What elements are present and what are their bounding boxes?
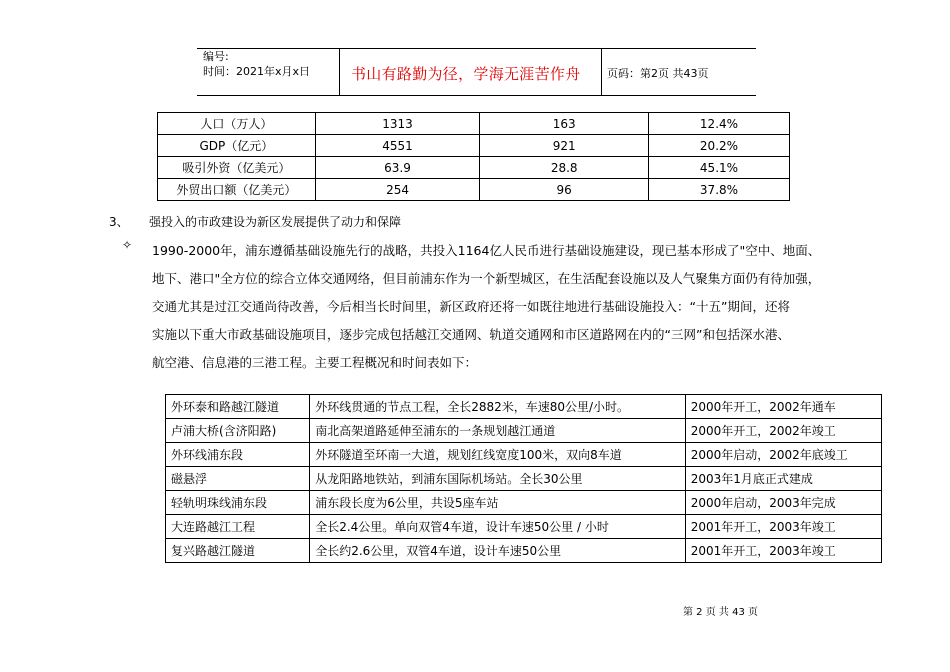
project-name: 轻轨明珠线浦东段 — [166, 491, 310, 515]
project-name: 外环泰和路越江隧道 — [166, 395, 310, 419]
project-name: 复兴路越江隧道 — [166, 539, 310, 563]
paragraph-line: 1990-2000年，浦东遵循基础设施先行的战略，共投入1164亿人民币进行基础设施建设，现已基本形成了"空中、地面、 — [152, 243, 821, 258]
page-number-label: 页码：第2页 共43页 — [607, 67, 709, 80]
project-schedule: 2003年1月底正式建成 — [685, 467, 881, 491]
stat-label: 人口（万人） — [158, 113, 316, 135]
project-schedule: 2000年开工，2002年通车 — [685, 395, 881, 419]
project-schedule: 2000年开工，2002年竣工 — [685, 419, 881, 443]
page-footer: 第 2 页 共 43 页 — [683, 607, 758, 618]
project-schedule: 2000年启动，2002年底竣工 — [685, 443, 881, 467]
table-row — [158, 113, 790, 135]
stat-value: 28.8 — [480, 157, 649, 179]
paragraph-line: 地下、港口"全方位的综合立体交通网络，但目前浦东作为一个新型城区，在生活配套设施以及人气聚集方面仍有待加强， — [152, 271, 821, 286]
header-motto — [339, 48, 601, 96]
section-number: 3、 — [109, 215, 129, 229]
stat-value: 254 — [315, 179, 480, 201]
stat-value: 4551 — [315, 135, 480, 157]
bullet-diamond-icon: ✧ — [122, 238, 133, 252]
table-row — [166, 395, 882, 419]
stat-percent: 12.4% — [648, 113, 789, 135]
project-description: 从龙阳路地铁站，到浦东国际机场站。全长30公里 — [310, 467, 686, 491]
table-row — [166, 419, 882, 443]
projects-table — [165, 394, 882, 563]
stat-value: 1313 — [315, 113, 480, 135]
stat-percent: 45.1% — [648, 157, 789, 179]
stat-value: 96 — [480, 179, 649, 201]
table-row — [166, 539, 882, 563]
project-name: 外环线浦东段 — [166, 443, 310, 467]
stat-label: GDP（亿元） — [158, 135, 316, 157]
header-page-info — [601, 48, 756, 96]
stat-value: 163 — [480, 113, 649, 135]
doc-code-label: 编号: — [203, 50, 229, 63]
stat-percent: 20.2% — [648, 135, 789, 157]
page-header — [197, 48, 756, 96]
motto-text: 书山有路勤为径，学海无涯苦作舟 — [351, 65, 581, 83]
paragraph-line: 航空港、信息港的三港工程。主要工程概况和时间表如下： — [152, 355, 478, 370]
table-row — [158, 157, 790, 179]
paragraph-line: 实施以下重大市政基础设施项目，逐步完成包括越江交通网、轨道交通网和市区道路网在内的“三网”和包括深水港、 — [152, 327, 790, 342]
table-row — [166, 467, 882, 491]
stats-table — [157, 112, 790, 201]
doc-time-label: 时间：2021年x月x日 — [203, 65, 311, 78]
project-schedule: 2001年开工，2003年竣工 — [685, 515, 881, 539]
stat-value: 921 — [480, 135, 649, 157]
table-row — [166, 491, 882, 515]
project-description: 全长约2.6公里，双管4车道，设计车速50公里 — [310, 539, 686, 563]
table-row — [158, 179, 790, 201]
project-schedule: 2000年启动，2003年完成 — [685, 491, 881, 515]
stat-value: 63.9 — [315, 157, 480, 179]
project-description: 全长2.4公里。单向双管4车道，设计车速50公里 / 小时 — [310, 515, 686, 539]
project-name: 卢浦大桥(含济阳路) — [166, 419, 310, 443]
project-description: 外环线贯通的节点工程，全长2882米，车速80公里/小时。 — [310, 395, 686, 419]
section-heading — [109, 213, 401, 230]
stat-percent: 37.8% — [648, 179, 789, 201]
table-row — [166, 443, 882, 467]
project-description: 外环隧道至环南一大道，规划红线宽度100米，双向8车道 — [310, 443, 686, 467]
stat-label: 外贸出口额（亿美元） — [158, 179, 316, 201]
project-description: 浦东段长度为6公里，共设5座车站 — [310, 491, 686, 515]
project-schedule: 2001年开工，2003年竣工 — [685, 539, 881, 563]
section-title: 强投入的市政建设为新区发展提供了动力和保障 — [149, 215, 402, 229]
project-name: 大连路越江工程 — [166, 515, 310, 539]
project-name: 磁悬浮 — [166, 467, 310, 491]
table-row — [158, 135, 790, 157]
stat-label: 吸引外资（亿美元） — [158, 157, 316, 179]
table-row — [166, 515, 882, 539]
paragraph-line: 交通尤其是过江交通尚待改善，今后相当长时间里，新区政府还将一如既往地进行基础设施投入：“十五”期间，还将 — [152, 299, 790, 314]
header-meta — [197, 48, 339, 96]
project-description: 南北高架道路延伸至浦东的一条规划越江通道 — [310, 419, 686, 443]
body-paragraph — [152, 237, 892, 377]
